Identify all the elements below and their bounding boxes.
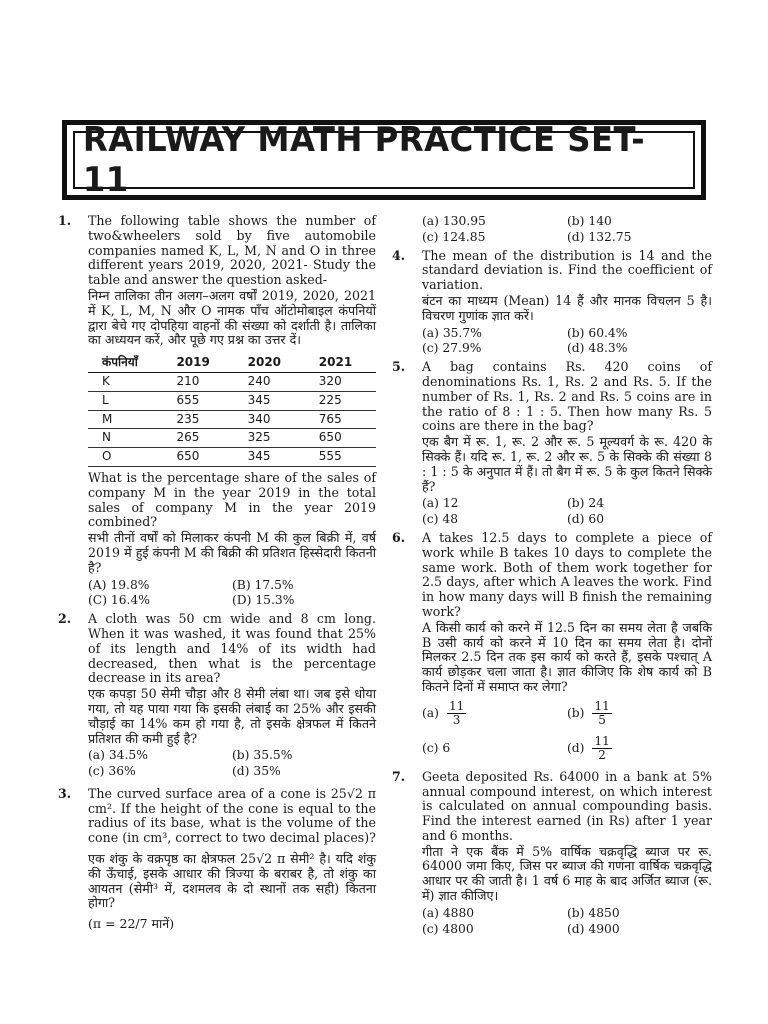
- table-cell: 345: [234, 448, 305, 467]
- table-cell: 325: [234, 429, 305, 448]
- table-cell: 240: [234, 372, 305, 391]
- option-a[interactable]: (a) 12: [422, 496, 459, 511]
- table-cell: 340: [234, 410, 305, 429]
- table-row: [88, 448, 376, 467]
- right-column: [392, 214, 712, 940]
- table-cell: K: [88, 372, 162, 391]
- options: [422, 906, 712, 937]
- question-3: [58, 787, 376, 932]
- question-text-hi: एक बैग में रू. 1, रू. 2 और रू. 5 मूल्यवर्ग के रू. 420 के सिक्के हैं। यदि रू. 1, रू. 2 और रू. 5 के सिक्के की संख्या 8 : 1 : 5 के अनुपात में हैं। तो बैग में रू. 5 के कुल कितने सिक्के हैं?: [422, 434, 712, 494]
- question-text-en: A cloth was 50 cm wide and 8 cm long. When it was washed, it was found that 25% of its length and 14% of its width had decreased, then what is the percentage decrease in its area?: [88, 611, 376, 686]
- table-row: [88, 372, 376, 391]
- table-cell: L: [88, 391, 162, 410]
- table-header: 2019: [162, 354, 233, 372]
- option-b[interactable]: (b) 140: [567, 214, 612, 228]
- option-a[interactable]: (a) 34.5%: [88, 748, 148, 763]
- options: [422, 496, 712, 527]
- option-a[interactable]: (A) 19.8%: [88, 577, 150, 592]
- option-d[interactable]: (d) 48.3%: [567, 341, 628, 356]
- table-header-row: [88, 354, 376, 372]
- question-text-en: The following table shows the number of two&wheelers sold by five automobile companies named K, L, M, N and O in three different years 2019, 2020, 2021- Study the table and answer the question asked-: [88, 213, 376, 288]
- question-4: [392, 249, 712, 357]
- question-text-hi: बंटन का माध्यम (Mean) 14 हैं और मानक विचलन 5 है। विचरण गुणांक ज्ञात करें।: [422, 292, 712, 323]
- table-cell: 655: [162, 391, 233, 410]
- table-header: 2020: [234, 354, 305, 372]
- question-number: 1.: [58, 213, 72, 228]
- question-number: 2.: [58, 611, 72, 627]
- option-a[interactable]: (a) 130.95: [422, 214, 486, 228]
- table-cell: 650: [162, 448, 233, 467]
- question-text-hi: निम्न तालिका तीन अलग–अलग वर्षों 2019, 2020, 2021 में K, L, M, N और O नामक पाँच ऑटोमोबाइल कंपनियों द्वारा बेचे गए दोपहिया वाहनों की संख्या को दर्शाती है। तालिका का अध्ययन करें, और पूछे गए प्रश्न का उत्तर दें।: [88, 287, 376, 348]
- table-row: [88, 391, 376, 410]
- question-5: [392, 360, 712, 527]
- option-c[interactable]: (c) 124.85: [422, 229, 486, 244]
- option-d[interactable]: (d) 4900: [567, 921, 620, 936]
- option-c[interactable]: [422, 732, 567, 766]
- sub-question-en: What is the percentage share of the sales of company M in the year 2019 in the total sales of company M in the year 2019 combined?: [88, 469, 376, 530]
- option-d[interactable]: [567, 732, 712, 766]
- question-number: 3.: [58, 785, 72, 801]
- options: [88, 578, 376, 609]
- question-7: [392, 770, 712, 937]
- option-d[interactable]: (d) 132.75: [567, 229, 632, 244]
- option-a[interactable]: (a) 4880: [422, 905, 475, 920]
- question-text-en: The mean of the distribution is 14 and the standard deviation is. Find the coefficient of variation.: [422, 247, 712, 293]
- question-text-hi: A किसी कार्य को करने में 12.5 दिन का समय लेता है जबकि B उसी कार्य को करने में 10 दिन का समय लेता है। दोनों मिलकर 2.5 दिन तक इस कार्य को करते हैं, इसके पश्चात् A कार्य छोड़कर चला जाता है। ज्ञात कीजिए कि शेष कार्य को B कितने दिनों में समाप्त कर लेगा?: [422, 619, 712, 694]
- table-row: [88, 410, 376, 429]
- question-6: [392, 531, 712, 766]
- numerator: 11: [448, 699, 465, 714]
- table-cell: 210: [162, 372, 233, 391]
- table-cell: 555: [305, 448, 376, 467]
- pi-note: (π = 22/7 मानें): [88, 916, 175, 932]
- fraction: [592, 700, 611, 727]
- sub-question-hi: सभी तीनों वर्षों को मिलाकर कंपनी M की कुल बिक्री में, वर्ष 2019 में हुई कंपनी M की बिक्री की प्रतिशत हिस्सेदारी कितनी है?: [88, 530, 376, 575]
- table-cell: 345: [234, 391, 305, 410]
- option-label: (d): [567, 741, 585, 756]
- numerator: 11: [594, 734, 610, 749]
- question-number: 6.: [392, 529, 406, 545]
- table-cell: 650: [305, 429, 376, 448]
- question-number: 5.: [392, 359, 406, 375]
- table-cell: 320: [305, 372, 376, 391]
- option-b[interactable]: [567, 697, 712, 731]
- fraction: [447, 700, 466, 727]
- option-c[interactable]: (c) 36%: [88, 764, 136, 779]
- question-number: 4.: [392, 247, 406, 263]
- option-label: (a): [422, 706, 439, 721]
- table-cell: 225: [305, 391, 376, 410]
- denominator: 2: [598, 748, 606, 763]
- option-b[interactable]: (b) 60.4%: [567, 325, 628, 340]
- sales-table: [88, 354, 376, 467]
- table-cell: 265: [162, 429, 233, 448]
- option-b[interactable]: (b) 24: [567, 496, 605, 511]
- option-a[interactable]: [422, 697, 567, 731]
- question-text-en: Geeta deposited Rs. 64000 in a bank at 5% annual compound interest, on which interest is calculated on annual compounding basis. Find the interest earned (in Rs) after 1 year and 6 months.: [422, 768, 712, 843]
- table-cell: 765: [305, 410, 376, 429]
- option-c[interactable]: (C) 16.4%: [88, 593, 150, 608]
- table-header: कंपनियाँ: [88, 354, 162, 372]
- option-b[interactable]: (B) 17.5%: [232, 577, 294, 592]
- question-2: [58, 612, 376, 779]
- page-title: RAILWAY MATH PRACTICE SET-11: [82, 120, 646, 200]
- options: [422, 326, 712, 357]
- option-d[interactable]: (d) 35%: [232, 764, 281, 779]
- question-text-en: A takes 12.5 days to complete a piece of work while B takes 10 days to complete the same work. Both of them work together for 2.5 days, after which A leaves the work. Find in how many days will B finish the remaining work?: [422, 529, 712, 619]
- option-d[interactable]: (d) 60: [567, 512, 605, 527]
- option-c[interactable]: (c) 48: [422, 512, 459, 527]
- question-text-en: The curved surface area of a cone is 25√2 π cm². If the height of the cone is equal to the radius of its base, what is the volume of the cone (in cm³, correct to two decimal places)?: [88, 785, 376, 846]
- option-b[interactable]: (b) 4850: [567, 905, 620, 920]
- question-number: 7.: [392, 768, 406, 784]
- question-text-en: A bag contains Rs. 420 coins of denominations Rs. 1, Rs. 2 and Rs. 5. If the number of Rs. 1, Rs. 2 and Rs. 5 coins are in the ratio of 8 : 1 : 5. Then how many Rs. 5 coins are there in the bag?: [422, 359, 712, 434]
- option-d[interactable]: (D) 15.3%: [232, 593, 295, 608]
- table-cell: O: [88, 448, 162, 467]
- options: [422, 214, 712, 245]
- option-c[interactable]: (c) 4800: [422, 921, 474, 936]
- table-row: [88, 429, 376, 448]
- option-a[interactable]: (a) 35.7%: [422, 325, 482, 340]
- denominator: 3: [452, 713, 461, 728]
- table-cell: M: [88, 410, 162, 429]
- question-text-hi: एक कपड़ा 50 सेमी चौड़ा और 8 सेमी लंबा था। जब इसे धोया गया, तो यह पाया गया कि इसकी लंबाई का 25% और इसकी चौड़ाई का 14% कम हो गया है, तो इसके क्षेत्रफल में कितने प्रतिशत की कमी हुई है?: [88, 686, 376, 746]
- table-header: 2021: [305, 354, 376, 372]
- option-c[interactable]: (c) 27.9%: [422, 341, 482, 356]
- question-text-hi: एक शंकु के वक्रपृष्ठ का क्षेत्रफल 25√2 π सेमी² है। यदि शंकु की ऊँचाई, इसके आधार की त्रिज्या के बराबर है, तो शंकु का आयतन (सेमी³ में, दशमलव के दो स्थानों तक सही) कितना होगा?: [88, 851, 376, 911]
- question-text-hi: गीता ने एक बैंक में 5% वार्षिक चक्रवृद्धि ब्याज पर रू. 64000 जमा किए, जिस पर ब्याज की गणना वार्षिक चक्रवृद्धि आधार पर की जाती है। 1 वर्ष 6 माह के बाद अर्जित ब्याज (रू. में) ज्ञात कीजिए।: [422, 843, 712, 904]
- denominator: 5: [598, 713, 606, 728]
- table-cell: N: [88, 429, 162, 448]
- option-label: (c) 6: [422, 741, 451, 756]
- option-b[interactable]: (b) 35.5%: [232, 748, 293, 763]
- option-label: (b): [567, 706, 585, 721]
- left-column: [58, 214, 376, 936]
- numerator: 11: [594, 699, 610, 714]
- options: [422, 697, 712, 766]
- fraction: [592, 735, 611, 762]
- question-3-options: [392, 214, 712, 245]
- options: [88, 748, 376, 779]
- question-1: [58, 214, 376, 608]
- table-cell: 235: [162, 410, 233, 429]
- title-banner: [62, 120, 706, 200]
